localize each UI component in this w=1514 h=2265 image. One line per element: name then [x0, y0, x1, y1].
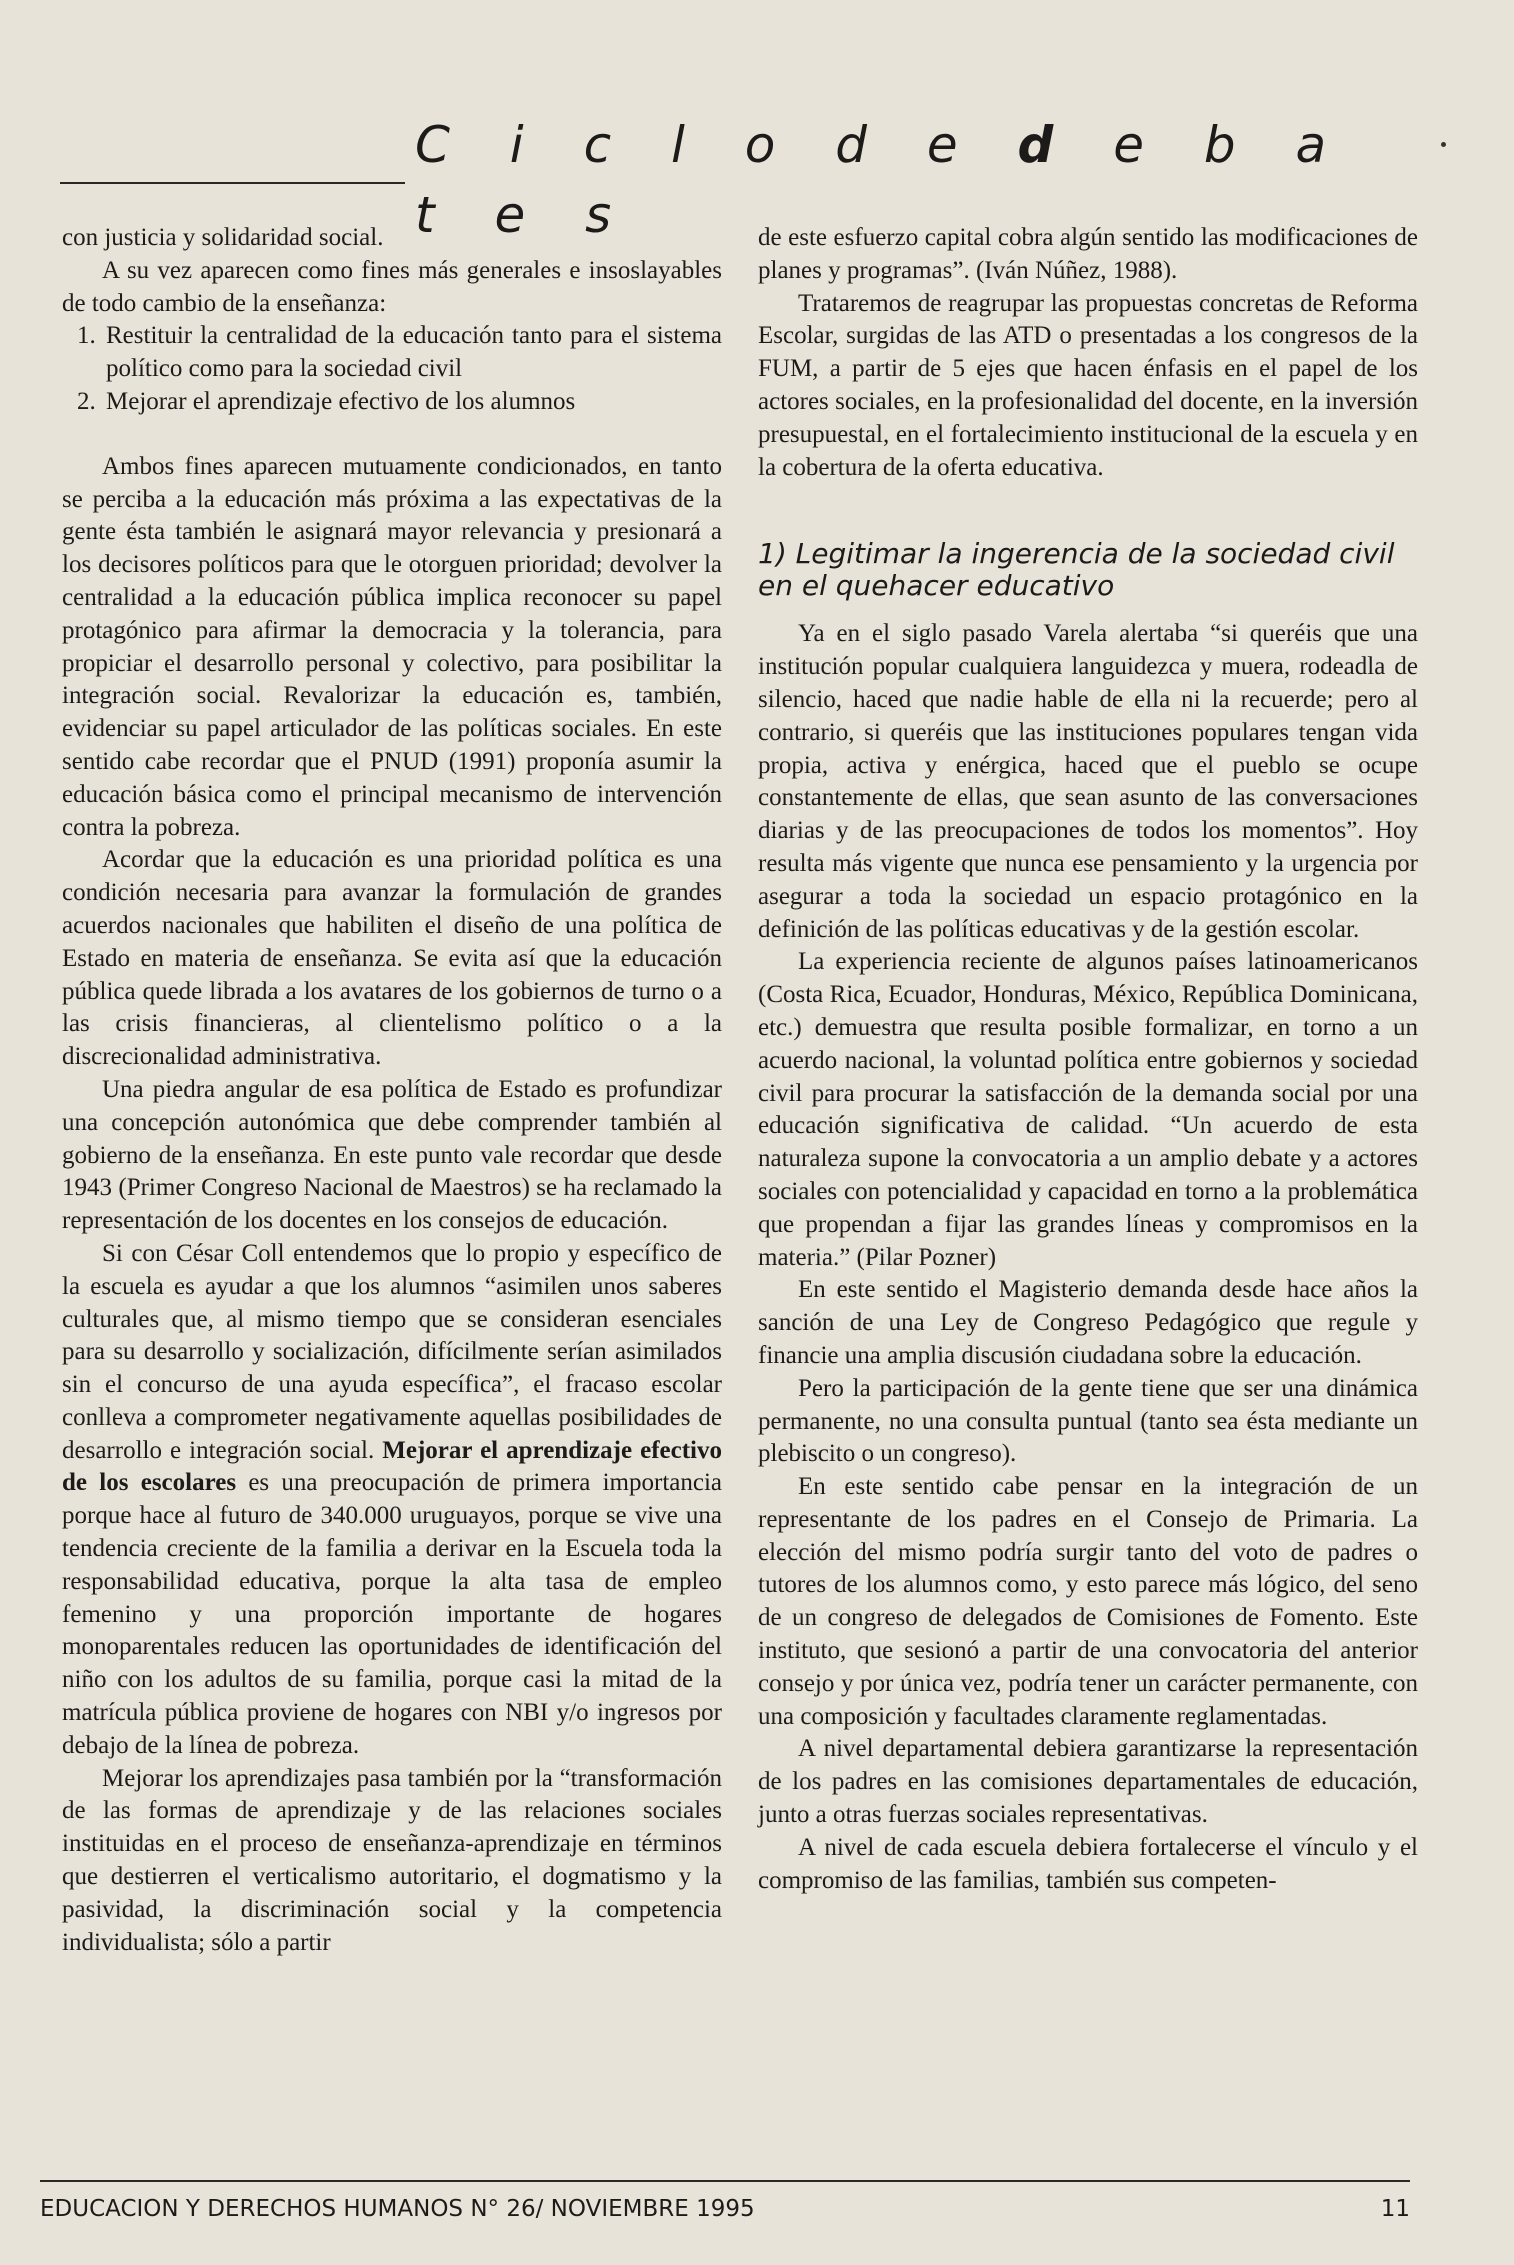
- list-item: 1. Restituir la centralidad de la educación tanto para el sistema político como para la sociedad civil: [102, 320, 722, 386]
- paragraph: de este esfuerzo capital cobra algún sentido las modificaciones de planes y programas”. (Iván Núñez, 1988).: [758, 224, 1418, 284]
- footer-text: [40, 2196, 1410, 2222]
- dot-mark: [1441, 142, 1446, 147]
- section-heading: 1) Legitimar la ingerencia de la sociedad civil en el quehacer educativo: [758, 537, 1395, 603]
- right-column: [758, 222, 1418, 1897]
- paragraph-text: Si con César Coll entendemos que lo propio y específico de la escuela es ayudar a que los alumnos “asimilen unos saberes culturales que, al mismo tiempo que se consideran esenciales para su desarrollo y socialización, difícilmente serían asimilados sin el concurso de una ayuda específica”, el fracaso escolar conlleva a comprometer negativamente aquellas posibilidades de desarrollo e integración social.: [62, 1239, 722, 1464]
- paragraph: Trataremos de reagrupar las propuestas concretas de Reforma Escolar, surgidas de las ATD o presentadas a los congresos de la FUM, a partir de 5 ejes que hacen énfasis en el papel de los actores sociales, en la profesionalidad del docente, en la inversión presupuestal, en el fortalecimiento institucional de la escuela y en la cobertura de la oferta educativa.: [758, 289, 1418, 481]
- paragraph: Ambos fines aparecen mutuamente condicionados, en tanto se perciba a la educación más próxima a las expectativas de la gente ésta también le asignará mayor relevancia y presionará a los decisores políticos para que le otorguen prioridad; devolver la centralidad a la educación pública implica reconocer su papel protagónico para afirmar la democracia y la tolerancia, para propiciar el desarrollo personal y colectivo, para posibilitar la integración social. Revalorizar la educación es, también, evidenciar su papel articulador de las políticas sociales. En este sentido cabe recordar que el PNUD (1991) proponía asumir la educación básica como el principal mecanismo de intervención contra la pobreza.: [62, 452, 722, 841]
- paragraph: A su vez aparecen como fines más generales e insoslayables de todo cambio de la enseñanza:: [62, 256, 722, 317]
- paragraph: [62, 1238, 722, 1763]
- paragraph: Pero la participación de la gente tiene que ser una dinámica permanente, no una consulta puntual (tanto sea ésta mediante un plebiscito o un congreso).: [758, 1374, 1418, 1468]
- paragraph: Ya en el siglo pasado Varela alertaba “si queréis que una institución popular cualquiera languidezca y muera, rodeadla de silencio, haced que nadie hable de ella ni la recuerde; pero al contrario, si queréis que las instituciones populares tengan vida propia, activa y enérgica, haced que el pueblo se ocupe constantemente de ellas, que sean asunto de las conversaciones diarias y de las preocupaciones de todos los momentos”. Hoy resulta más vigente que nunca ese pensamiento y la urgencia por asegurar a toda la sociedad un espacio protagónico en la definición de las políticas educativas y de la gestión escolar.: [758, 620, 1418, 943]
- section-title-bold-letter: d: [1017, 116, 1076, 174]
- paragraph: A nivel departamental debiera garantizarse la representación de los padres en las comisiones departamentales de educación, junto a otras fuerzas sociales representativas.: [758, 1735, 1418, 1829]
- publication-info: EDUCACION Y DERECHOS HUMANOS N° 26/ NOVIEMBRE 1995: [40, 2196, 755, 2222]
- paragraph: A nivel de cada escuela debiera fortalecerse el vínculo y el compromiso de las familias, también sus competen-: [758, 1833, 1418, 1894]
- paragraph: En este sentido el Magisterio demanda desde hace años la sanción de una Ley de Congreso Pedagógico que regule y financie una amplia discusión ciudadana sobre la educación.: [758, 1276, 1418, 1369]
- paragraph: Acordar que la educación es una prioridad política es una condición necesaria para avanzar la formulación de grandes acuerdos nacionales que habiliten el diseño de una política de Estado en materia de enseñanza. Se evita así que la educación pública quede librada a los avatares de los gobiernos de turno o a las crisis financieras, al clientelismo político o a la discrecionalidad administrativa.: [62, 846, 722, 1071]
- paragraph: En este sentido cabe pensar en la integración de un representante de los padres en el Consejo de Primaria. La elección del mismo podría surgir tanto del voto de padres o tutores de los alumnos como, y esto parece más lógico, del seno de un congreso de delegados de Comisiones de Fomento. Este instituto, que sesionó a partir de una convocatoria del anterior consejo y por única vez, podría tener un carácter permanente, con una composición y facultades claramente reglamentadas.: [758, 1473, 1418, 1730]
- left-column: [62, 222, 722, 1959]
- paragraph: Mejorar los aprendizajes pasa también por la “transformación de las formas de aprendizaje y de las relaciones sociales instituidas en el proceso de enseñanza-aprendizaje en términos que destierren el verticalismo autoritario, el dogmatismo y la pasividad, la discriminación social y la competencia individualista; sólo a partir: [62, 1764, 722, 1956]
- paragraph: con justicia y solidaridad social.: [62, 224, 384, 251]
- paragraph: Una piedra angular de esa política de Estado es profundizar una concepción autonómica que debe comprender también al gobierno de la enseñanza. En este punto vale recordar que desde 1943 (Primer Congreso Nacional de Maestros) se ha reclamado la representación de los docentes en los consejos de educación.: [62, 1075, 722, 1235]
- bold-phrase: Mejorar el aprendizaje efectivo de los escolares: [62, 1436, 723, 1497]
- goals-list: [62, 320, 722, 418]
- page-number: 11: [1380, 2196, 1410, 2222]
- page-footer: [40, 2180, 1410, 2222]
- paragraph-text: es una preocupación de primera importancia porque hace al futuro de 340.000 uruguayos, porque se vive una tendencia creciente de la familia a derivar en la Escuela toda la responsabilidad educativa, porque la alta tasa de empleo femenino y una proporción importante de hogares monoparentales reducen las oportunidades de identificación del niño con los adultos de su familia, porque casi la mitad de la matrícula pública proviene de hogares con NBI y/o ingresos por debajo de la línea de pobreza.: [62, 1469, 722, 1759]
- list-item: 2. Mejorar el aprendizaje efectivo de los alumnos: [102, 386, 722, 419]
- section-title-part: C i c l o d e: [415, 116, 1018, 174]
- paragraph: La experiencia reciente de algunos países latinoamericanos (Costa Rica, Ecuador, Honduras, México, República Dominicana, etc.) demuestra que resulta posible formalizar, en torno a un acuerdo nacional, la voluntad política entre gobiernos y sociedad civil para procurar la satisfacción de la demanda social por una educación significativa de calidad. “Un acuerdo de esta naturaleza supone la convocatoria a un amplio debate y a actores sociales con potencialidad y capacidad en torno a la problemática que propendan a fijar las grandes líneas y compromisos en la materia.” (Pilar Pozner): [758, 948, 1418, 1271]
- section-title-part: e b a t e s: [415, 116, 1349, 244]
- footer-rule: [40, 2180, 1410, 2182]
